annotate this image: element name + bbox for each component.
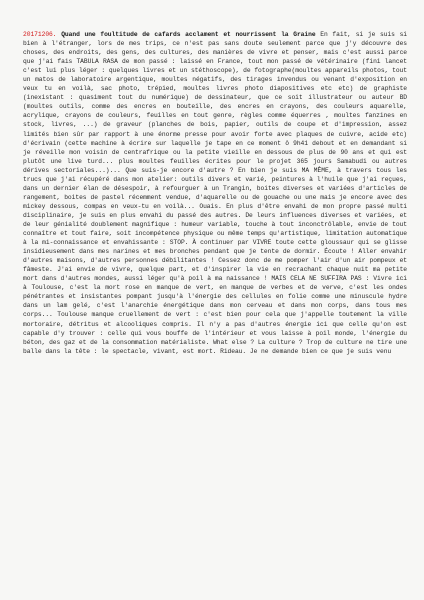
entry-body: En fait, si je suis si bien à l'étranger, lors de mes trips, ce n'est pas sans doute seulement parce que j'y découvre des choses, des endroits, des gens, des cultures, des manières de vivre et penser, mais c'est aussi parce que j'ai fais TABULA RASA de mon passé : laissé en France, tout mon passé de vétérinaire (fini lancet c'est lui plus léger : quelques livres et un stéthoscope), de fotographe(moultes appareils photos, tout un matos de laboratoire argentique, moultes négatifs, des tirages invendus ou venant d'exposition en veux tu en voilà, sac photo, trépied, moultes livres photo diapositives etc etc) de graphiste (inexistant : quasiment tout du numérique) de dessinateur, que ce soit illustrateur ou auteur BD (moultes outils, comme des encres en bouteille, des encres en crayons, des couleurs aquarelle, acrylique, crayons de couleurs, feuilles en tout genre, règles comme équerres , moultes fanzines en stock, livres, ...) de graveur (planches de bois, papier, outils de coupe et d'impression, assez limités bien sûr par rapport à une énorme presse pour avoir forte avec plaques de cuivre, acide etc) d'écrivain (cette machine à écrire sur laquelle je tape en ce moment ô 9h41 debout et en demandant si je réveille mon voisin de centrafrique ou la petite vieille en dessous de plus de 90 ans et qui est plutôt une live turd... plus moultes feuilles écrites pour le projet 365 jours Samabudi ou autres dérives sectoriales...)... Que suis-je encore d'autre ? En bien je suis MA MÊME, à travers tous les trucs que j'ai récupéré dans mon atelier: outils divers et varié, peintures à l'huile que j'ai reçues, dans un dernier élan de désespoir, à refourguer à un Trangin, boites diverses et variées d'articles de rangement, boites de pastel récemment vendue, d'aquarelle ou de gouache ou une mais je encore avec des mickey dessous, compas en veux-tu en voilà... Ouais. En plus d'être envahi de mon propre passé multi disciplinaire, je suis en plus envahi du passé des autres. De leurs influences diverses et variées, et de leur génialité doublement magnifique : humeur variable, touche à tout inconctrôlable, envie de tout connaître et tout faire, soit incompétence physique ou même temps qu'artistique, limitation automatique à la mi-connaissance et envahissante : STOP. À continuer par VIVRE toute cette gloussaur qui se glisse insidieusement dans mes narines et mes bronches pendant que je tente de dormir. Écoute ! Aller envahir d'autres maisons, d'autres personnes débilitantes ! Cessez donc de me pomper l'air d'un air pompeux et fâmeste. J'ai envie de vivre, quelque part, et d'inspirer la vie en recrachant chaque nuit ma petite mort dans d'autres mondes, aussi léger qu'à poil à ma naissance ! MAIS CELA NE SUFFIRA PAS : Vivre ici à Toulouse, c'est la mort rose en manque de vert, en manque de verbes et de verve, c'est les ondes pénétrantes et insistantes pompant jusqu'à l'énergie des cellules en folie comme une minuscule hydre dans un lam gelé, c'est l'anarchie énergétique dans mon cerveau et dans mon corps, dans tous mes corps... Toulouse manque cruellement de vert : c'est bien pour cela que j'appelle toutement la ville mortoraire, détritus et alcooliques compris. Il n'y a pas d'autres énergie ici que celle qu'on est capable d'y trouver : celle qui vous bouffe de l'intérieur et vous laisse à poil monde, l'énergie du béton, des gaz et de la consommation matérialiste. What else ? La culture ? Trop de culture ne tire une balle dans la tête : le spectacle, vivant, est mort. Rideau. Je ne demande bien ce que je suis venu xyxy=(23,31,408,355)
page-text xyxy=(23,30,407,356)
entry-date: 20171206. xyxy=(23,31,57,38)
entry-title: Quand une foultitude de cafards acclament et nourrissent la Graine xyxy=(61,31,316,38)
